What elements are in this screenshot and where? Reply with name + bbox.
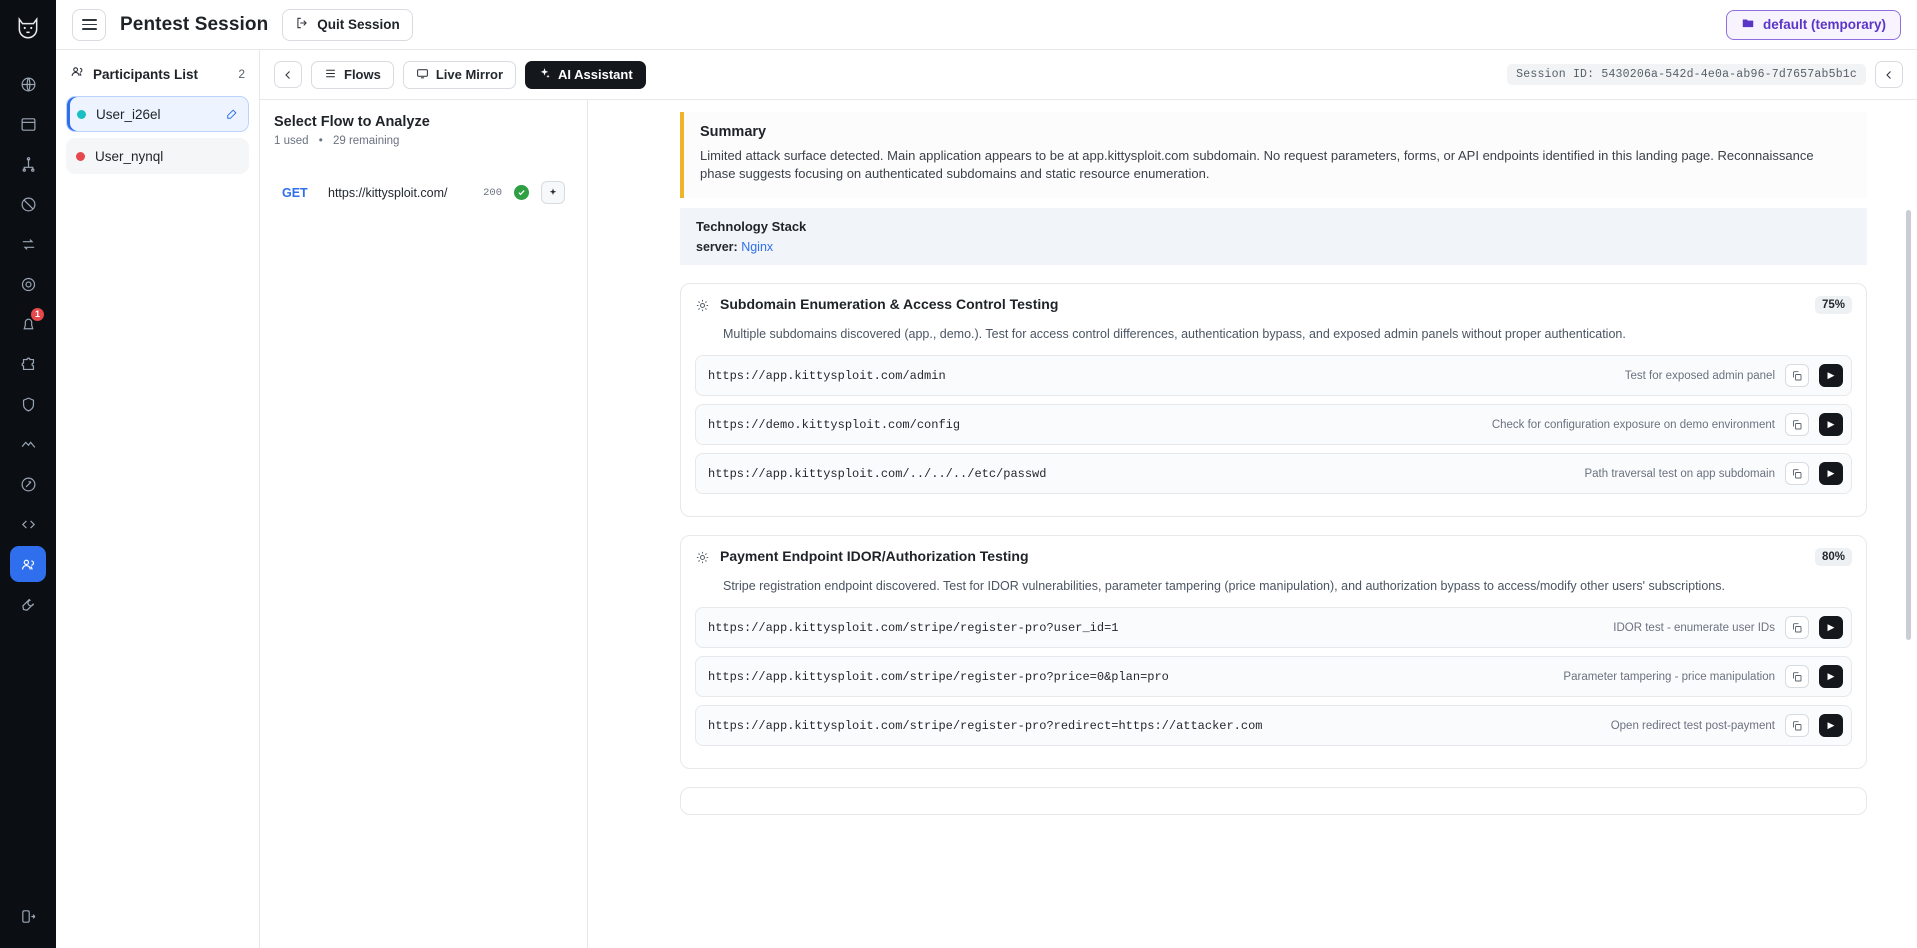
payload-url: https://app.kittysploit.com/admin bbox=[708, 368, 946, 383]
workspace-chip[interactable] bbox=[1726, 10, 1901, 40]
attack-description: Multiple subdomains discovered (app., demo.). Test for access control differences, authentication bypass, and exposed admin panels without proper authentication. bbox=[723, 326, 1626, 341]
rail-item-globe-icon[interactable] bbox=[10, 66, 46, 102]
main-column bbox=[56, 0, 1917, 948]
flow-panel-title: Select Flow to Analyze bbox=[274, 114, 430, 130]
rail-item-puzzle-icon[interactable] bbox=[10, 346, 46, 382]
flow-sub-separator: • bbox=[318, 135, 323, 147]
status-dot bbox=[76, 152, 85, 161]
content-row bbox=[260, 100, 1917, 948]
rail-item-dashboard-icon[interactable] bbox=[10, 106, 46, 142]
collapse-panel-button[interactable] bbox=[1875, 61, 1903, 88]
success-check-icon bbox=[514, 185, 529, 200]
menu-toggle-button[interactable] bbox=[72, 9, 106, 41]
tab-flows-label: Flows bbox=[344, 67, 381, 82]
rail-item-tools-icon[interactable] bbox=[10, 586, 46, 622]
run-payload-button[interactable]: ▶ bbox=[1819, 714, 1843, 737]
copy-payload-button[interactable] bbox=[1785, 616, 1809, 639]
page-title: Pentest Session bbox=[120, 13, 269, 35]
payload-row bbox=[695, 355, 1852, 396]
flow-remaining-count: 29 remaining bbox=[332, 135, 400, 147]
tab-ai-assistant[interactable] bbox=[525, 61, 646, 89]
tab-live-mirror-label: Live Mirror bbox=[435, 67, 504, 82]
ai-analysis-panel bbox=[588, 100, 1917, 948]
rail-item-shield-icon[interactable] bbox=[10, 386, 46, 422]
rail-item-analytics-icon[interactable] bbox=[10, 426, 46, 462]
flow-url: https://kittysploit.com/ bbox=[328, 185, 448, 200]
list-icon bbox=[324, 67, 337, 83]
body-row bbox=[56, 50, 1917, 948]
menu-bar-3 bbox=[82, 28, 97, 30]
tab-flows[interactable] bbox=[311, 61, 394, 89]
top-bar bbox=[56, 0, 1917, 50]
quit-session-label: Quit Session bbox=[317, 17, 400, 32]
rail-item-alerts-icon[interactable] bbox=[10, 306, 46, 342]
flow-method: GET bbox=[282, 185, 308, 200]
attack-description: Stripe registration endpoint discovered. Test for IDOR vulnerabilities, parameter tampering (price manipulation), and authorization bypass to access/modify other users' subscriptions. bbox=[723, 579, 1725, 594]
payload-url: https://app.kittysploit.com/../../../etc/passwd bbox=[708, 466, 1047, 481]
analysis-scrollbar[interactable] bbox=[1906, 210, 1911, 640]
participants-sidebar bbox=[56, 50, 260, 948]
summary-text: Limited attack surface detected. Main application appears to be at app.kittysploit.com subdomain. No request parameters, forms, or API endpoints identified in this landing page. Reconnaissance phase suggests focusing on authenticated subdomains and static resource enumeration. bbox=[700, 148, 1814, 182]
menu-bar-2 bbox=[82, 24, 97, 26]
quit-session-button[interactable] bbox=[282, 9, 413, 41]
payload-note: Open redirect test post-payment bbox=[1610, 719, 1775, 732]
run-payload-button[interactable]: ▶ bbox=[1819, 364, 1843, 387]
attack-title: Subdomain Enumeration & Access Control Testing bbox=[720, 295, 1059, 312]
copy-payload-button[interactable] bbox=[1785, 714, 1809, 737]
back-button[interactable] bbox=[274, 61, 302, 88]
payload-row bbox=[695, 607, 1852, 648]
run-payload-button[interactable]: ▶ bbox=[1819, 665, 1843, 688]
folder-icon bbox=[1741, 16, 1755, 33]
gear-icon bbox=[695, 298, 710, 318]
attack-card bbox=[680, 283, 1867, 517]
attack-title: Payment Endpoint IDOR/Authorization Testing bbox=[720, 548, 1029, 565]
sparkle-icon bbox=[538, 67, 551, 83]
gear-icon bbox=[695, 550, 710, 570]
participant-row-2[interactable] bbox=[66, 138, 249, 174]
flow-list-item[interactable] bbox=[274, 173, 573, 212]
status-dot bbox=[77, 110, 86, 119]
tab-live-mirror[interactable] bbox=[403, 61, 516, 89]
payload-note: Check for configuration exposure on demo environment bbox=[1491, 418, 1775, 431]
tech-server-label: server: bbox=[696, 239, 738, 254]
flow-selector-panel bbox=[260, 100, 588, 948]
technology-stack-title: Technology Stack bbox=[696, 218, 807, 234]
flow-panel-subtitle bbox=[274, 135, 573, 147]
tech-server-value: Nginx bbox=[741, 239, 774, 254]
rail-item-edit-icon[interactable] bbox=[10, 466, 46, 502]
cat-logo-icon[interactable] bbox=[8, 8, 48, 48]
attack-card bbox=[680, 535, 1867, 769]
payload-url: https://app.kittysploit.com/stripe/register-pro?user_id=1 bbox=[708, 620, 1119, 635]
payload-url: https://app.kittysploit.com/stripe/register-pro?price=0&plan=pro bbox=[708, 669, 1169, 684]
payload-url: https://app.kittysploit.com/stripe/register-pro?redirect=https://attacker.com bbox=[708, 718, 1263, 733]
payload-row bbox=[695, 453, 1852, 494]
center-column bbox=[260, 50, 1917, 948]
rail-item-code-icon[interactable] bbox=[10, 506, 46, 542]
summary-card bbox=[680, 112, 1867, 198]
attack-confidence: 80% bbox=[1815, 548, 1852, 566]
rail-item-repeater-icon[interactable] bbox=[10, 226, 46, 262]
copy-payload-button[interactable] bbox=[1785, 665, 1809, 688]
summary-title: Summary bbox=[700, 124, 767, 140]
tab-ai-assistant-label: AI Assistant bbox=[558, 67, 633, 82]
participants-icon bbox=[70, 64, 85, 84]
copy-payload-button[interactable] bbox=[1785, 462, 1809, 485]
run-payload-button[interactable]: ▶ bbox=[1819, 413, 1843, 436]
payload-note: IDOR test - enumerate user IDs bbox=[1613, 621, 1775, 634]
copy-payload-button[interactable] bbox=[1785, 364, 1809, 387]
analyze-flow-button[interactable] bbox=[541, 181, 565, 204]
monitor-icon bbox=[416, 67, 429, 83]
menu-bar-1 bbox=[82, 19, 97, 21]
tabs-bar bbox=[260, 50, 1917, 100]
payload-row bbox=[695, 404, 1852, 445]
payload-note: Test for exposed admin panel bbox=[1624, 369, 1775, 382]
participant-name: User_nynql bbox=[95, 148, 164, 164]
participants-title: Participants List bbox=[93, 66, 199, 82]
session-id-label: Session ID: 5430206a-542d-4e0a-ab96-7d7657ab5b1c bbox=[1507, 64, 1866, 85]
payload-note: Path traversal test on app subdomain bbox=[1584, 467, 1775, 480]
rail-item-target-icon[interactable] bbox=[10, 266, 46, 302]
technology-stack-row bbox=[696, 240, 1851, 254]
participants-count: 2 bbox=[238, 67, 245, 81]
technology-stack-card bbox=[680, 208, 1867, 265]
rail-item-participants-icon[interactable] bbox=[10, 546, 46, 582]
payload-row bbox=[695, 705, 1852, 746]
workspace-label: default (temporary) bbox=[1762, 17, 1886, 32]
payload-row bbox=[695, 656, 1852, 697]
exit-icon bbox=[295, 16, 309, 33]
run-payload-button[interactable]: ▶ bbox=[1819, 616, 1843, 639]
payload-note: Parameter tampering - price manipulation bbox=[1563, 670, 1775, 683]
flow-status-code: 200 bbox=[483, 186, 502, 199]
attack-confidence: 75% bbox=[1815, 296, 1852, 314]
participant-row-1[interactable] bbox=[66, 96, 249, 132]
edit-participant-icon[interactable] bbox=[225, 108, 238, 121]
rail-item-logout-icon[interactable] bbox=[10, 898, 46, 934]
run-payload-button[interactable]: ▶ bbox=[1819, 462, 1843, 485]
rail-item-block-icon[interactable] bbox=[10, 186, 46, 222]
attack-card-header bbox=[695, 548, 1852, 570]
attack-card-header bbox=[695, 296, 1852, 318]
participants-header bbox=[66, 62, 249, 96]
alerts-badge: 1 bbox=[31, 308, 44, 321]
payload-url: https://demo.kittysploit.com/config bbox=[708, 417, 961, 432]
flow-used-count: 1 used bbox=[274, 135, 309, 147]
icon-rail bbox=[0, 0, 56, 948]
participant-name: User_i26el bbox=[96, 106, 161, 122]
attack-card-partial bbox=[680, 787, 1867, 815]
copy-payload-button[interactable] bbox=[1785, 413, 1809, 436]
rail-item-sitemap-icon[interactable] bbox=[10, 146, 46, 182]
